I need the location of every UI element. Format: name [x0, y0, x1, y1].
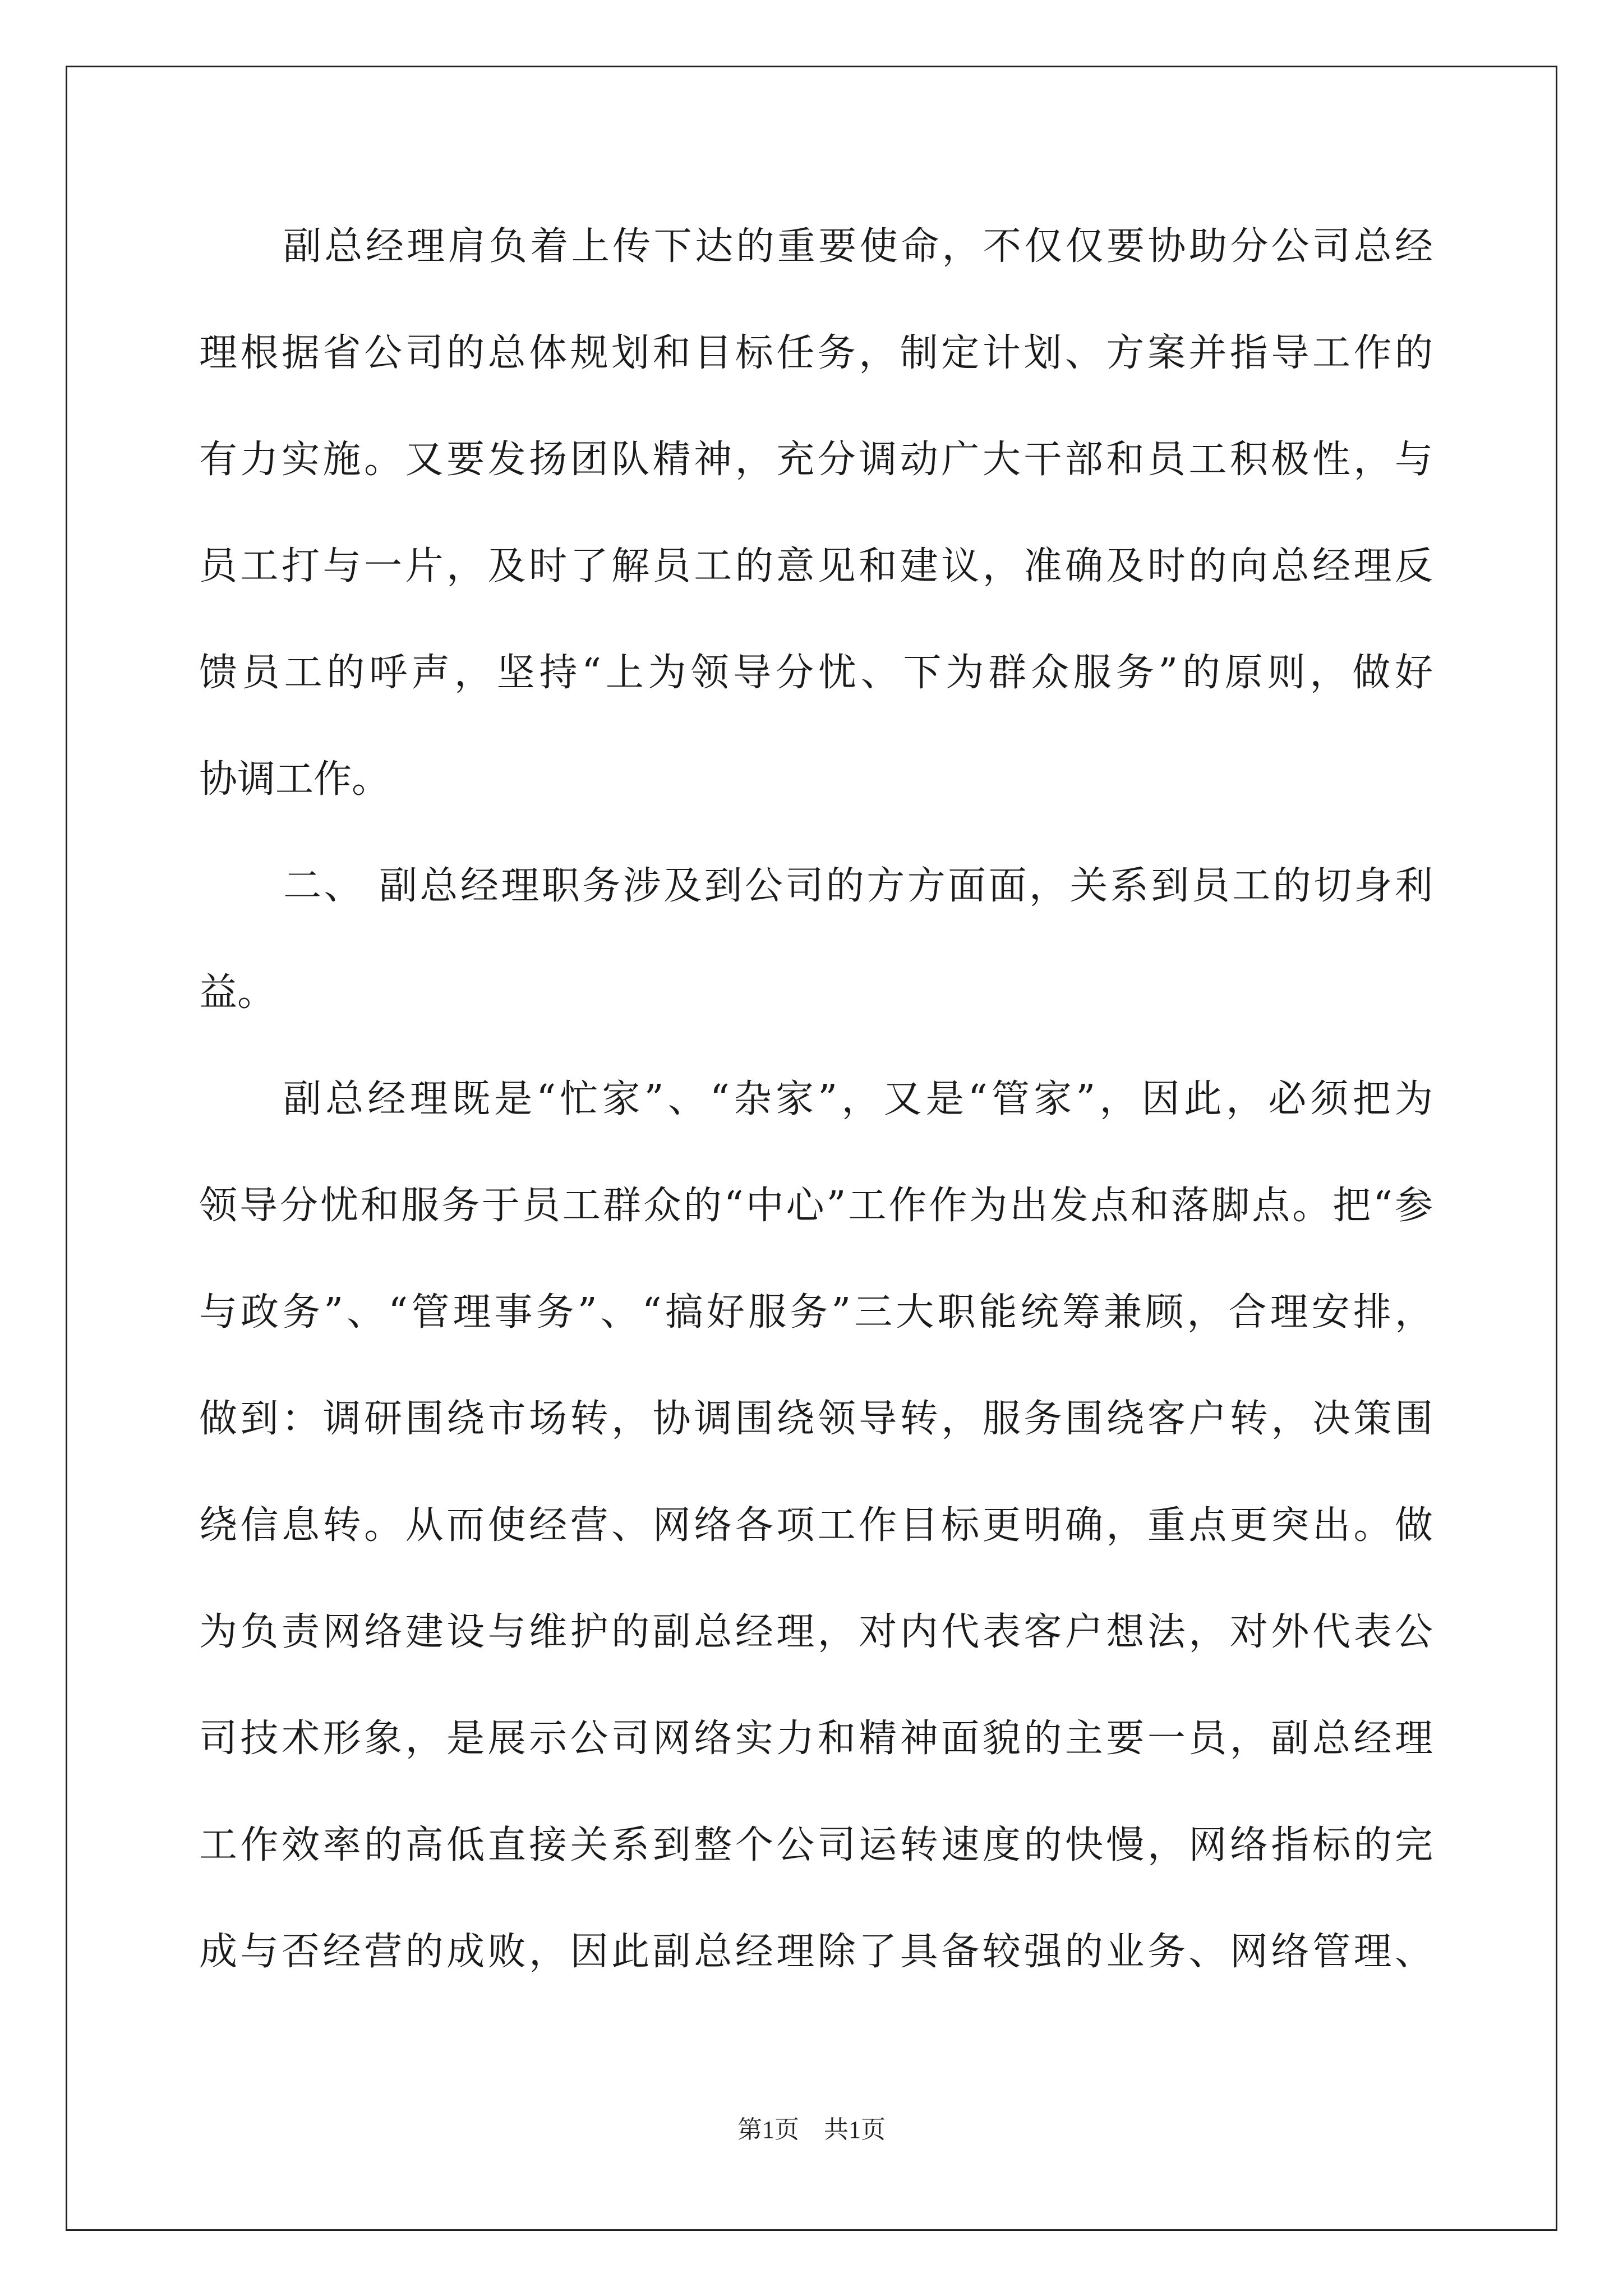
text-line-12: 做到：调研围绕市场转，协调围绕领导转，服务围绕客户转，决策围 [199, 1397, 1433, 1441]
text-line-13: 绕信息转。从而使经营、网络各项工作目标更明确，重点更突出。做 [199, 1503, 1433, 1548]
text-line-1: 副总经理肩负着上传下达的重要使命，不仅仅要协助分公司总经 [283, 224, 1433, 269]
text-line-14: 为负责网络建设与维护的副总经理，对内代表客户想法，对外代表公 [199, 1610, 1433, 1654]
text-line-7: 二、 副总经理职务涉及到公司的方方面面，关系到员工的切身利 [283, 864, 1433, 908]
text-line-15: 司技术形象，是展示公司网络实力和精神面貌的主要一员，副总经理 [199, 1717, 1433, 1761]
page-border [66, 66, 1557, 2231]
text-line-4: 员工打与一片，及时了解员工的意见和建议，准确及时的向总经理反 [199, 544, 1433, 588]
text-line-6: 协调工作。 [199, 757, 390, 802]
text-line-17: 成与否经营的成败，因此副总经理除了具备较强的业务、网络管理、 [199, 1930, 1433, 1974]
text-line-9: 副总经理既是“忙家”、“杂家”，又是“管家”，因此，必须把为 [283, 1077, 1433, 1121]
text-line-8: 益。 [199, 970, 276, 1015]
text-line-3: 有力实施。又要发扬团队精神，充分调动广大干部和员工积极性，与 [199, 438, 1433, 482]
text-line-10: 领导分忧和服务于员工群众的“中心”工作作为出发点和落脚点。把“参 [199, 1184, 1433, 1228]
page-footer: 第1页 共1页 [737, 2116, 886, 2143]
text-line-11: 与政务”、“管理事务”、“搞好服务”三大职能统筹兼顾，合理安排， [199, 1290, 1433, 1335]
text-line-16: 工作效率的高低直接关系到整个公司运转速度的快慢，网络指标的完 [199, 1823, 1433, 1867]
text-line-2: 理根据省公司的总体规划和目标任务，制定计划、方案并指导工作的 [199, 331, 1433, 375]
text-line-5: 馈员工的呼声，坚持“上为领导分忧、下为群众服务”的原则，做好 [199, 651, 1433, 695]
